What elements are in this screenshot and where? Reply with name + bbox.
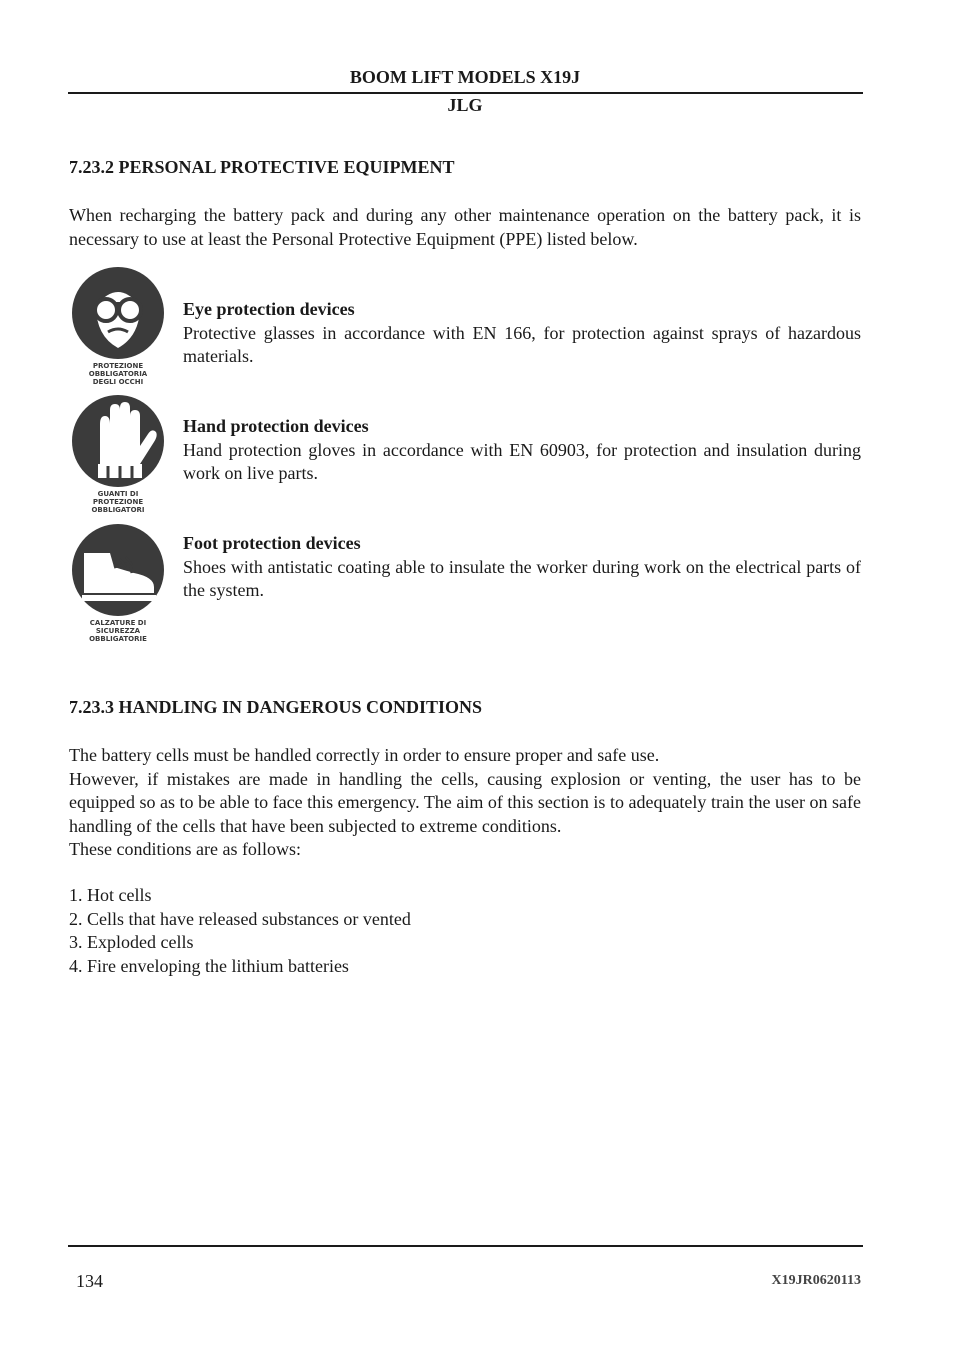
header-rule <box>68 92 863 94</box>
paragraph: The battery cells must be handled correctly in order to ensure proper and safe use. <box>69 745 660 765</box>
paragraph: However, if mistakes are made in handling the cells, causing explosion or venting, the user has to be equipped so as to be able to face this emergency. The aim of this section is to adequately train the user on safe handling of the cells that have been subjected to extreme conditions. <box>69 768 861 836</box>
eye-protection-icon <box>70 266 166 360</box>
ppe-sign-caption: PROTEZIONE OBBLIGATORIA DEGLI OCCHI <box>88 362 148 386</box>
footer-rule <box>68 1245 863 1247</box>
list-item: 2. Cells that have released substances or vented <box>69 908 411 929</box>
ppe-sign-foot <box>70 523 166 643</box>
section-heading-ppe: 7.23.2 PERSONAL PROTECTIVE EQUIPMENT <box>69 157 455 177</box>
page-number: 134 <box>76 1271 103 1291</box>
ppe-item-title: Eye protection devices <box>183 299 355 319</box>
list-item: 3. Exploded cells <box>69 932 194 952</box>
dangerous-conditions-body <box>69 744 861 862</box>
foot-protection-icon <box>70 523 166 617</box>
ppe-item-hand <box>183 415 861 486</box>
section-heading-dangerous: 7.23.3 HANDLING IN DANGEROUS CONDITIONS <box>69 697 483 717</box>
document-code: X19JR0620113 <box>771 1273 861 1288</box>
ppe-item-foot <box>183 532 861 603</box>
paragraph: These conditions are as follows: <box>69 839 301 859</box>
ppe-sign-hand <box>70 394 166 514</box>
list-item: 4. Fire enveloping the lithium batteries <box>69 955 349 976</box>
ppe-item-eye <box>183 298 861 369</box>
ppe-item-description: Shoes with antistatic coating able to insulate the worker during work on the electrical parts of the system. <box>183 556 861 600</box>
header-subtitle: JLG <box>447 95 483 115</box>
ppe-intro-text: When recharging the battery pack and during any other maintenance operation on the battery pack, it is necessary to use at least the Personal Protective Equipment (PPE) listed below. <box>69 205 861 249</box>
ppe-item-title: Foot protection devices <box>183 533 361 553</box>
hand-protection-icon <box>70 394 166 488</box>
ppe-item-description: Protective glasses in accordance with EN 166, for protection against sprays of hazardous materials. <box>183 322 861 366</box>
conditions-list <box>69 884 861 978</box>
ppe-item-description: Hand protection gloves in accordance with EN 60903, for protection and insulation during work on live parts. <box>183 439 861 483</box>
ppe-item-title: Hand protection devices <box>183 416 369 436</box>
ppe-sign-eye <box>70 266 166 386</box>
ppe-sign-caption: GUANTI DI PROTEZIONE OBBLIGATORI <box>91 490 145 514</box>
header-title: BOOM LIFT MODELS X19J <box>349 67 581 87</box>
ppe-sign-caption: CALZATURE DI SICUREZZA OBBLIGATORIE <box>89 619 147 643</box>
list-item: 1. Hot cells <box>69 885 152 905</box>
ppe-intro-paragraph <box>69 204 861 251</box>
